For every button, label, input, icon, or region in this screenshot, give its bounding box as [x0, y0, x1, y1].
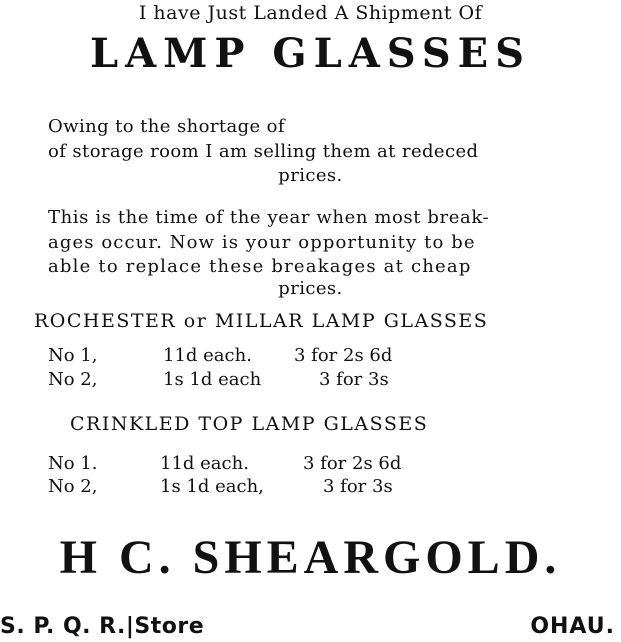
paragraph2-line4: prices. [278, 278, 343, 299]
bulk-price: 3 for 2s 6d [303, 453, 402, 474]
unit-price: 1s 1d each, [160, 476, 264, 497]
item-number: No 2, [48, 476, 98, 497]
paragraph1-line3: prices. [278, 165, 343, 186]
price-row [0, 345, 621, 369]
price-row [0, 453, 621, 477]
price-row [0, 369, 621, 393]
paragraph2-line1: This is the time of the year when most break- [48, 207, 490, 228]
item-number: No 1. [48, 453, 98, 474]
item-number: No 2, [48, 369, 98, 390]
paragraph2-line3: able to replace these breakages at cheap [48, 256, 472, 277]
section2-heading: CRINKLED TOP LAMP GLASSES [70, 413, 429, 435]
merchant-name: H C. SHEARGOLD. [59, 531, 562, 584]
headline: LAMP GLASSES [89, 30, 532, 77]
store-name: S. P. Q. R.|Store [0, 614, 205, 639]
unit-price: 11d each. [160, 453, 249, 474]
paragraph1-line1: Owing to the shortage of [48, 116, 285, 137]
bulk-price: 3 for 2s 6d [294, 345, 393, 366]
section1-heading: ROCHESTER or MILLAR LAMP GLASSES [34, 310, 489, 332]
bulk-price: 3 for 3s [319, 369, 389, 390]
bulk-price: 3 for 3s [323, 476, 393, 497]
item-number: No 1, [48, 345, 98, 366]
price-row [0, 476, 621, 500]
unit-price: 1s 1d each [163, 369, 262, 390]
intro-line: I have Just Landed A Shipment Of [138, 2, 483, 24]
paragraph1-line2: of storage room I am selling them at redeced [48, 141, 479, 162]
unit-price: 11d each. [163, 345, 252, 366]
paragraph2-line2: ages occur. Now is your opportunity to be [48, 232, 476, 253]
store-location: OHAU. [530, 614, 615, 639]
